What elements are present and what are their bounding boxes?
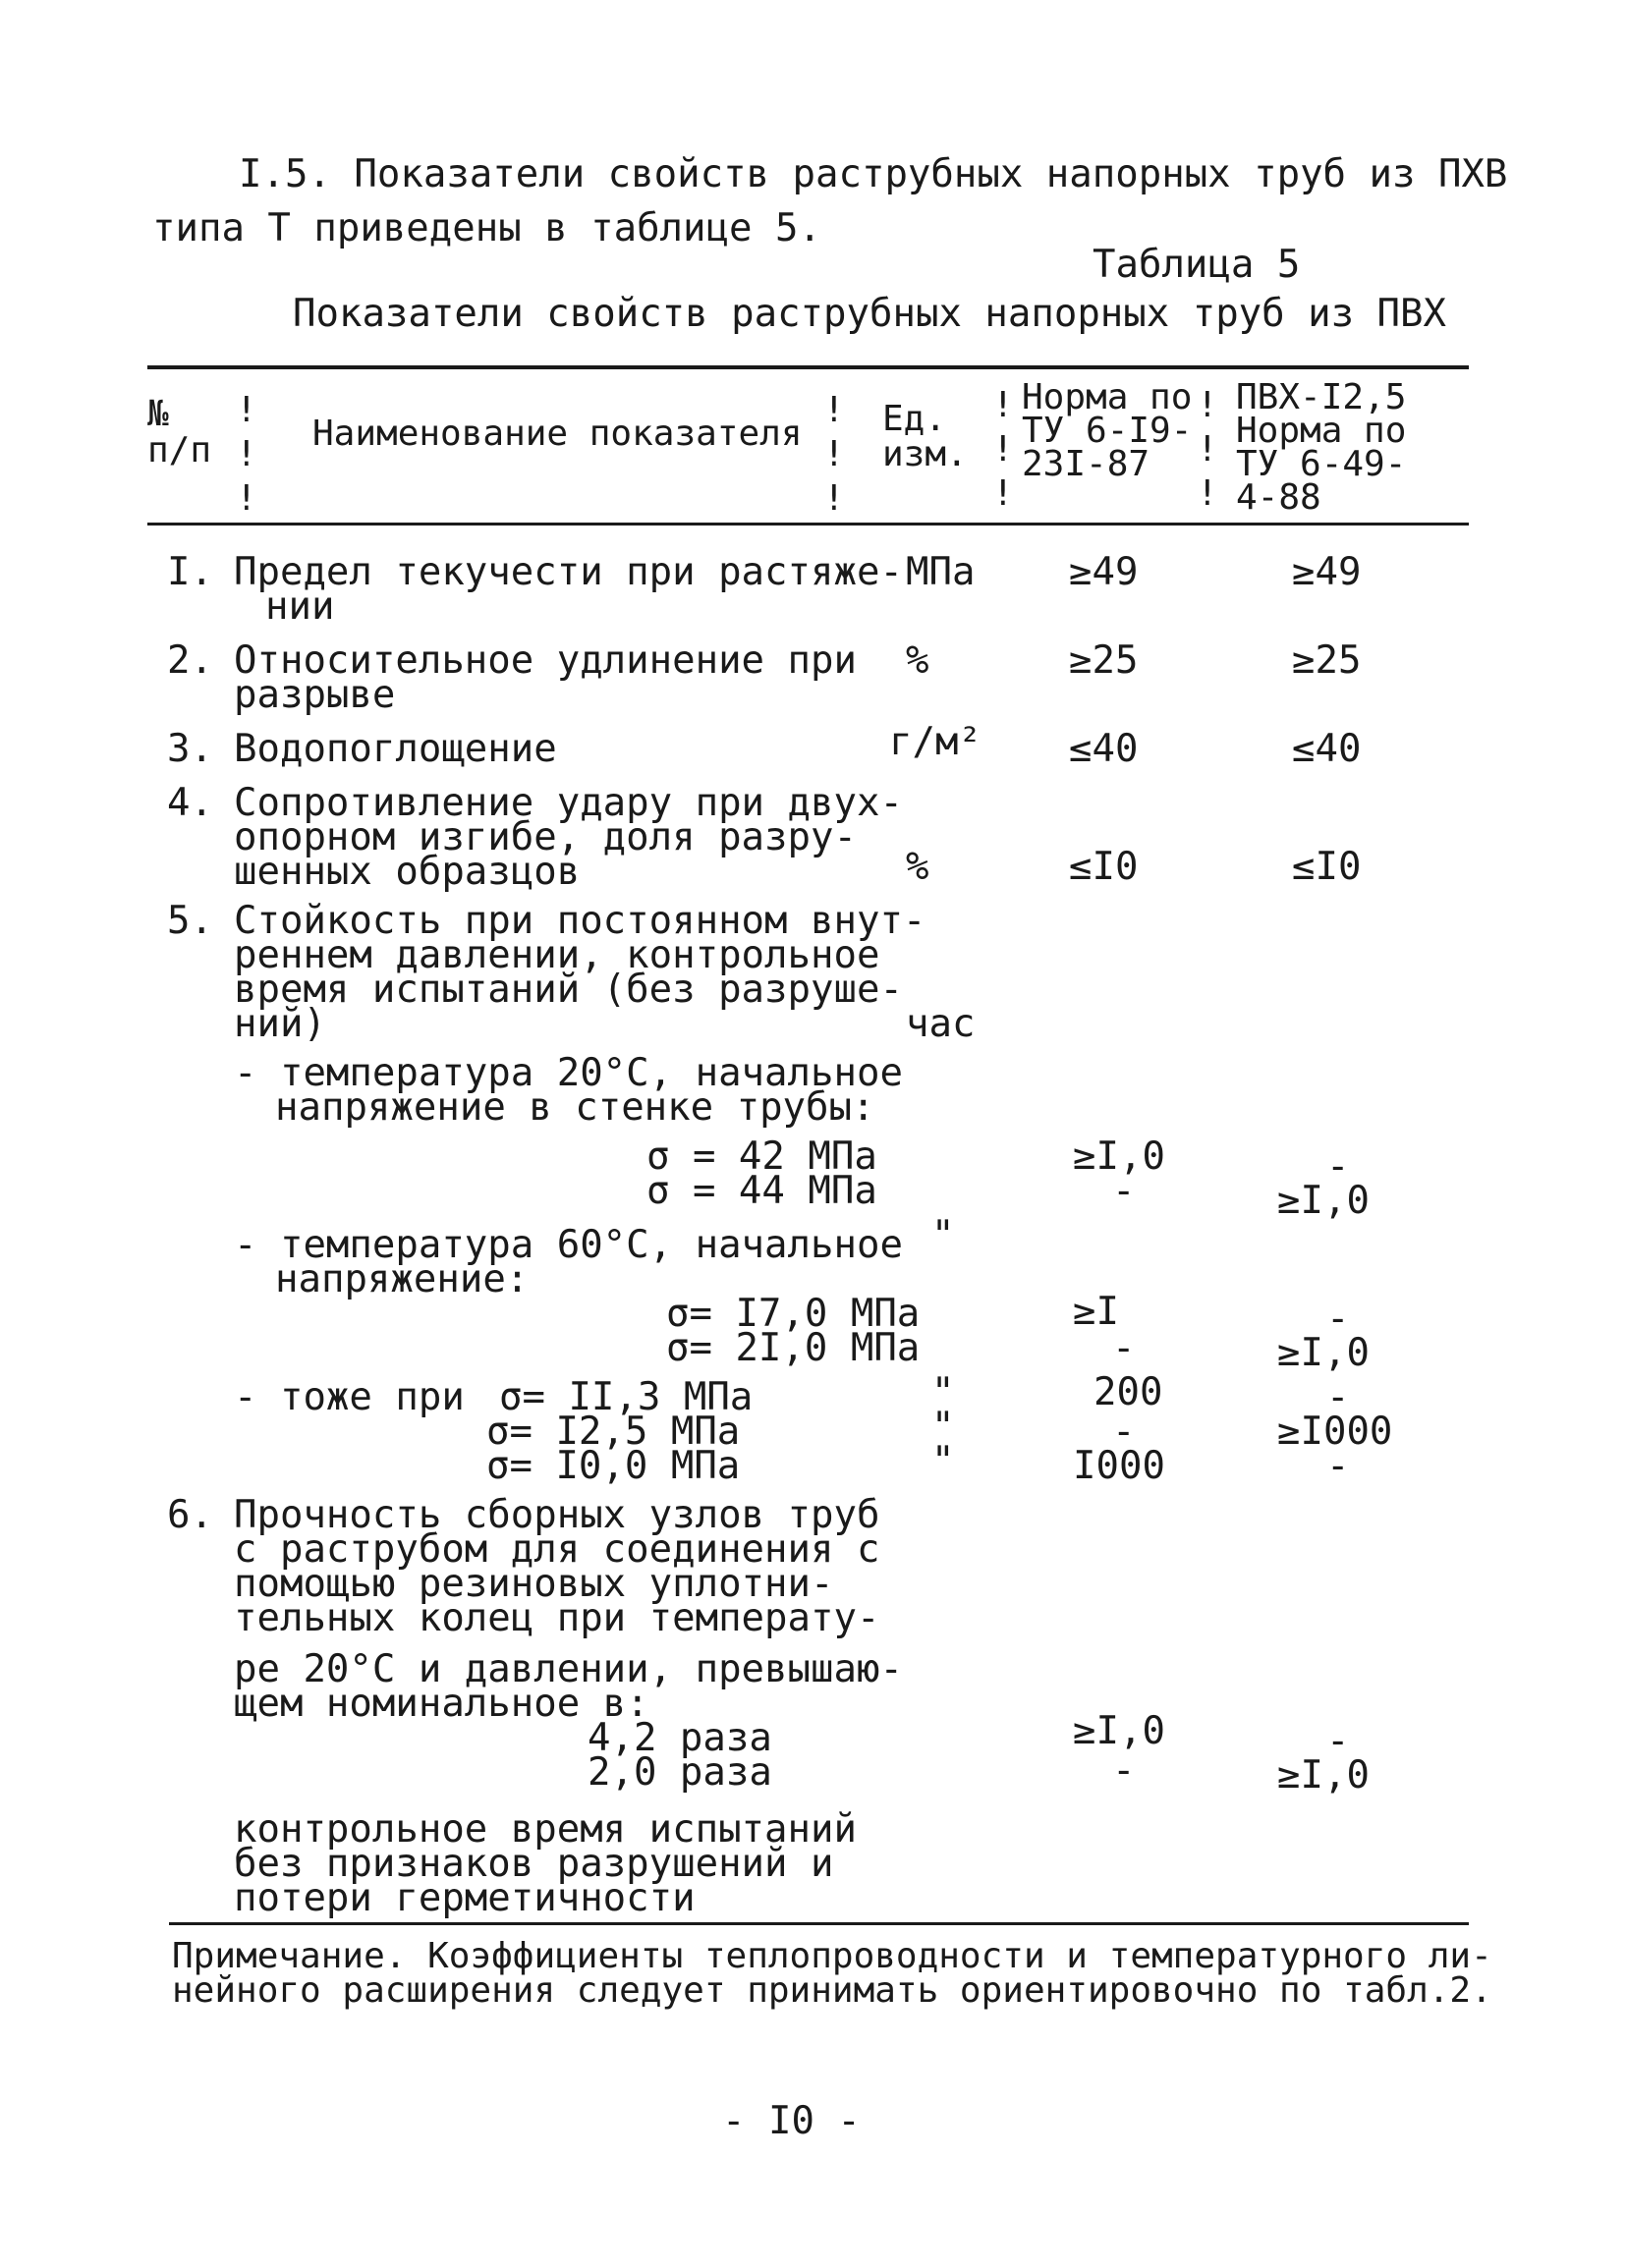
row5c-norm1-b: - [1112, 1410, 1136, 1454]
note-line-2: нейного расширения следует принимать ориентировочно по табл.2. [172, 1970, 1492, 2011]
row2-name-2: разрыве [234, 673, 396, 717]
row5b-norm1-b: - [1112, 1326, 1136, 1370]
row4-name-1: Сопротивление удару при двух- [234, 781, 903, 825]
row6-name-1: Прочность сборных узлов труб [234, 1493, 880, 1537]
row5-name-2: реннем давлении, контрольное [234, 933, 880, 977]
row5a-name-2: напряжение в стенке трубы: [275, 1085, 875, 1130]
row6-pressure-2: 2,0 раза [588, 1750, 772, 1795]
row6-name-5: ре 20°С и давлении, превышаю- [234, 1647, 903, 1691]
row2-norm1: ≥25 [1069, 638, 1139, 683]
row5b-norm2-a: - [1326, 1297, 1350, 1341]
header-norm2-4: 4-88 [1236, 477, 1321, 518]
row5c-norm2-a: - [1326, 1375, 1350, 1419]
row5c-unit-1: " [931, 1370, 955, 1414]
header-sep-2: ! ! ! [823, 390, 845, 519]
row5c-stress-2: σ= I2,5 МПа [486, 1410, 741, 1454]
row2-unit: % [906, 638, 929, 683]
row5c-norm1-c: I000 [1073, 1444, 1165, 1488]
row1-num: I. [167, 550, 213, 594]
row4-norm2: ≤I0 [1292, 845, 1362, 889]
header-norm2-2: Норма по [1236, 411, 1407, 451]
row6-tail-2: без признаков разрушений и [234, 1842, 834, 1886]
row5c-norm2-c: - [1326, 1444, 1350, 1488]
row5b-norm1-a: ≥I [1073, 1290, 1119, 1334]
row5c-unit-2: " [931, 1405, 955, 1449]
table-label: Таблица 5 [1093, 243, 1301, 287]
row5-name-1: Стойкость при постоянном внут- [234, 899, 926, 943]
header-name: Наименование показателя [312, 414, 803, 454]
row1-norm1: ≥49 [1069, 550, 1139, 594]
header-num-2: п/п [147, 430, 212, 470]
page-number: - I0 - [722, 2099, 861, 2143]
row6-name-2: с раструбом для соединения с [234, 1527, 880, 1572]
row4-num: 4. [167, 781, 213, 825]
intro-line-2: типа Т приведены в таблице 5. [152, 206, 821, 250]
header-norm1-1: Норма по [1022, 377, 1193, 417]
row4-norm1: ≤I0 [1069, 845, 1139, 889]
row6-tail-3: потери герметичности [234, 1876, 696, 1920]
row5c-stress-3: σ= I0,0 МПа [486, 1444, 741, 1488]
row3-unit: г/м² [889, 720, 981, 764]
header-num-1: № [147, 394, 169, 434]
row6-norm2-b: ≥I,0 [1277, 1753, 1370, 1798]
row6-num: 6. [167, 1493, 213, 1537]
row5a-stress-2: σ = 44 МПа [646, 1169, 877, 1213]
row5c-stress-1: σ= II,3 МПа [499, 1375, 754, 1419]
row6-name-4: тельных колец при температу- [234, 1596, 880, 1640]
row5a-norm2-a: - [1326, 1144, 1350, 1189]
row5b-name-1: - температура 60°С, начальное [234, 1223, 903, 1267]
header-norm1-3: 23I-87 [1022, 444, 1150, 484]
note-line-1: Примечание. Коэффициенты теплопроводности и температурного ли- [172, 1936, 1492, 1976]
row5b-norm2-b: ≥I,0 [1277, 1331, 1370, 1375]
row5a-name-1: - температура 20°С, начальное [234, 1051, 903, 1095]
row5a-norm1-b: - [1112, 1169, 1136, 1213]
header-bottom-rule [147, 523, 1469, 526]
row5-num: 5. [167, 899, 213, 943]
row5b-stress-1: σ= I7,0 МПа [666, 1292, 921, 1336]
row4-unit: % [906, 845, 929, 889]
row1-unit: МПа [906, 550, 976, 594]
row5-name-3: время испытаний (без разруше- [234, 968, 903, 1012]
row5c-norm1-a: 200 [1093, 1370, 1163, 1414]
row5c-lead: - тоже при [234, 1375, 465, 1419]
row4-name-2: опорном изгибе, доля разру- [234, 815, 857, 859]
row3-num: 3. [167, 727, 213, 771]
row1-name-2: нии [265, 584, 335, 629]
row2-norm2: ≥25 [1292, 638, 1362, 683]
row2-name-1: Относительное удлинение при [234, 638, 857, 683]
row6-name-3: помощью резиновых уплотни- [234, 1562, 834, 1606]
header-norm2-1: ПВХ-I2,5 [1236, 377, 1407, 417]
row6-norm1-b: - [1112, 1748, 1136, 1793]
header-sep-4: ! ! ! [1197, 385, 1218, 514]
intro-line-1: I.5. Показатели свойств раструбных напорных труб из ПХВ [239, 152, 1508, 196]
row1-norm2: ≥49 [1292, 550, 1362, 594]
row5c-norm2-b: ≥I000 [1277, 1410, 1393, 1454]
header-sep-3: ! ! ! [992, 385, 1014, 514]
row5a-norm1-a: ≥I,0 [1073, 1134, 1165, 1179]
row6-tail-1: контрольное время испытаний [234, 1807, 857, 1852]
header-norm2-3: ТУ 6-49- [1236, 444, 1407, 484]
row6-norm2-a: - [1326, 1719, 1350, 1763]
row3-name-1: Водопоглощение [234, 727, 557, 771]
row5b-stress-2: σ= 2I,0 МПа [666, 1326, 921, 1370]
row6-pressure-1: 4,2 раза [588, 1716, 772, 1760]
row6-name-6: щем номинальное в: [234, 1682, 649, 1726]
row5-name-4: ний) [234, 1002, 326, 1046]
header-unit-2: изм. [882, 434, 968, 474]
row5b-name-2: напряжение: [275, 1257, 530, 1301]
row3-norm1: ≤40 [1069, 727, 1139, 771]
row5a-stress-1: σ = 42 МПа [646, 1134, 877, 1179]
header-unit-1: Ед. [882, 399, 947, 439]
header-top-rule [147, 365, 1469, 369]
row2-num: 2. [167, 638, 213, 683]
row1-name-1: Предел текучести при растяже- [234, 550, 903, 594]
header-sep-1: ! ! ! [236, 390, 257, 519]
table-bottom-rule [169, 1922, 1469, 1925]
row4-name-3: шенных образцов [234, 850, 581, 894]
row3-norm2: ≤40 [1292, 727, 1362, 771]
row5a-norm2-b: ≥I,0 [1277, 1179, 1370, 1223]
row5b-unit: " [931, 1213, 955, 1257]
row6-norm1-a: ≥I,0 [1073, 1709, 1165, 1753]
row5c-unit-3: " [931, 1439, 955, 1483]
row5-unit: час [906, 1002, 976, 1046]
header-norm1-2: ТУ 6-I9- [1022, 411, 1193, 451]
table-title: Показатели свойств раструбных напорных труб из ПВХ [293, 292, 1446, 336]
